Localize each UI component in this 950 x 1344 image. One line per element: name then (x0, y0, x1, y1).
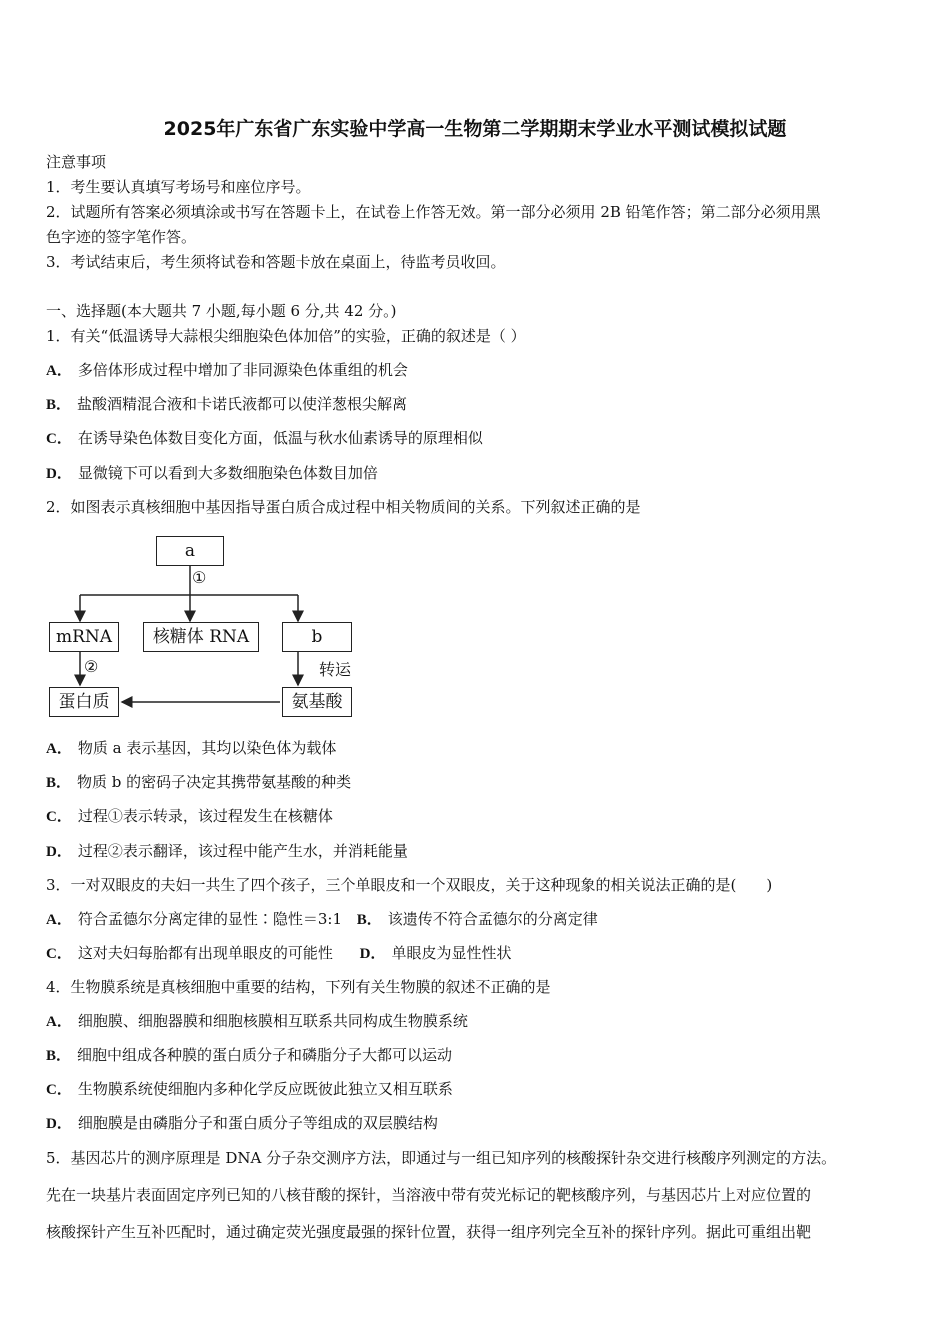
option-letter: D． (46, 466, 72, 482)
option-text: 细胞膜是由磷脂分子和蛋白质分子等组成的双层膜结构 (77, 1114, 438, 1132)
q3-options-row-1 (46, 909, 598, 930)
q1-option-c (46, 428, 483, 449)
box-amino-acid: 氨基酸 (282, 687, 352, 717)
question-5-text: 先在一块基片表面固定序列已知的八核苷酸的探针，当溶液中带有荧光标记的靶核酸序列，与基因芯片上对应位置的 (46, 1186, 812, 1204)
q1-option-b (46, 394, 407, 415)
option-letter: C． (46, 431, 72, 447)
option-text: 符合孟德尔分离定律的显性∶隐性＝3:1 (77, 910, 342, 928)
q4-option-c (46, 1079, 453, 1100)
option-text: 这对夫妇每胎都有出现单眼皮的可能性 (77, 944, 333, 962)
q2-option-a (46, 738, 336, 759)
option-letter: D． (46, 844, 72, 860)
option-text: 在诱导染色体数目变化方面，低温与秋水仙素诱导的原理相似 (77, 429, 483, 447)
option-text: 该遗传不符合孟德尔的分离定律 (387, 910, 598, 928)
label-step-2: ② (84, 657, 99, 676)
box-ribosomal-rna: 核糖体 RNA (143, 622, 259, 652)
gene-expression-diagram (46, 533, 376, 723)
page-title: 2025年广东省广东实验中学高一生物第二学期期末学业水平测试模拟试题 (163, 118, 787, 140)
option-text: 多倍体形成过程中增加了非同源染色体重组的机会 (77, 361, 408, 379)
option-letter: B． (46, 1048, 72, 1064)
box-a: a (156, 536, 224, 566)
option-letter: A． (46, 1014, 72, 1030)
option-text: 单眼皮为显性性状 (391, 944, 512, 962)
option-letter: B． (356, 912, 382, 928)
option-letter: C． (46, 1082, 72, 1098)
q1-option-d (46, 463, 378, 484)
notice-item: 3．考试结束后，考生须将试卷和答题卡放在桌面上，待监考员收回。 (46, 253, 506, 271)
option-text: 盐酸酒精混合液和卡诺氏液都可以使洋葱根尖解离 (77, 395, 408, 413)
option-letter: A． (46, 912, 72, 928)
option-letter: B． (46, 397, 72, 413)
question-4-stem: 4．生物膜系统是真核细胞中重要的结构，下列有关生物膜的叙述不正确的是 (46, 978, 551, 996)
option-letter: B． (46, 775, 72, 791)
q4-option-a (46, 1011, 468, 1032)
option-text: 细胞中组成各种膜的蛋白质分子和磷脂分子大都可以运动 (77, 1046, 453, 1064)
option-letter: A． (46, 741, 72, 757)
q4-option-b (46, 1045, 452, 1066)
option-letter: C． (46, 809, 72, 825)
option-letter: D． (46, 1116, 72, 1132)
option-letter: D． (359, 946, 386, 962)
q2-option-c (46, 806, 333, 827)
notice-item: 1．考生要认真填写考场号和座位序号。 (46, 178, 311, 196)
option-text: 过程②表示翻译，该过程中能产生水，并消耗能量 (77, 842, 408, 860)
option-letter: C． (46, 946, 72, 962)
box-b: b (282, 622, 352, 652)
notice-item: 色字迹的签字笔作答。 (46, 228, 197, 246)
question-2-stem: 2．如图表示真核细胞中基因指导蛋白质合成过程中相关物质间的关系。下列叙述正确的是 (46, 498, 641, 516)
q4-option-d (46, 1113, 438, 1134)
label-step-1: ① (192, 568, 207, 587)
q2-option-b (46, 772, 351, 793)
box-protein: 蛋白质 (49, 687, 119, 717)
notice-heading: 注意事项 (46, 153, 107, 171)
option-letter: A． (46, 363, 72, 379)
box-mrna: mRNA (49, 622, 119, 652)
label-transport: 转运 (319, 660, 352, 679)
q3-options-row-2 (46, 943, 512, 964)
option-text: 细胞膜、细胞器膜和细胞核膜相互联系共同构成生物膜系统 (77, 1012, 468, 1030)
q2-option-d (46, 841, 408, 862)
option-text: 物质 b 的密码子决定其携带氨基酸的种类 (77, 773, 352, 791)
q1-option-a (46, 360, 408, 381)
section-heading: 一、选择题(本大题共 7 小题,每小题 6 分,共 42 分。) (46, 302, 397, 320)
option-text: 过程①表示转录，该过程发生在核糖体 (77, 807, 333, 825)
option-text: 物质 a 表示基因，其均以染色体为载体 (77, 739, 337, 757)
option-text: 生物膜系统使细胞内多种化学反应既彼此独立又相互联系 (77, 1080, 453, 1098)
notice-item: 2．试题所有答案必须填涂或书写在答题卡上，在试卷上作答无效。第一部分必须用 2B 铅笔作答；第二部分必须用黑 (46, 203, 821, 221)
question-5-text: 5．基因芯片的测序原理是 DNA 分子杂交测序方法，即通过与一组已知序列的核酸探针杂交进行核酸序列测定的方法。 (46, 1149, 837, 1167)
option-text: 显微镜下可以看到大多数细胞染色体数目加倍 (77, 464, 378, 482)
question-5-text: 核酸探针产生互补匹配时，通过确定荧光强度最强的探针位置，获得一组序列完全互补的探针序列。据此可重组出靶 (46, 1223, 812, 1241)
question-1-stem: 1．有关“低温诱导大蒜根尖细胞染色体加倍”的实验，正确的叙述是（ ） (46, 327, 526, 345)
question-3-stem: 3．一对双眼皮的夫妇一共生了四个孩子，三个单眼皮和一个双眼皮，关于这种现象的相关说法正确的是( ) (46, 876, 773, 894)
